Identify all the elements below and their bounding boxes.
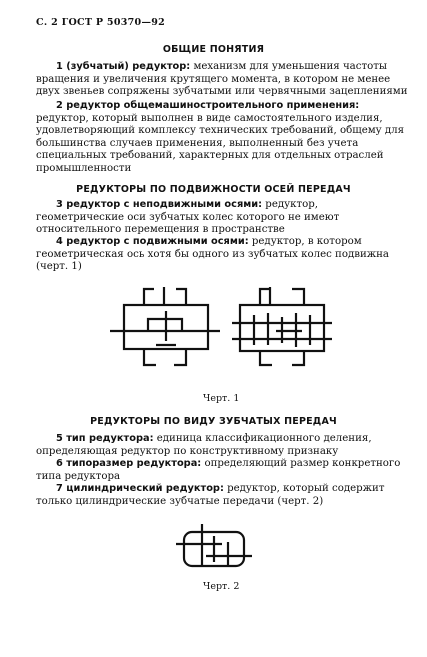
definition-7: редуктор, который содержит только цилиндрические зубчатые передачи (черт. 2): [36, 483, 385, 507]
paragraph-7: [36, 483, 408, 508]
figure-1-right-gearbox: [232, 283, 332, 369]
paragraph-6: [36, 458, 408, 483]
paragraph-4: [36, 236, 408, 274]
definition-5: единица классификационного деления, определяющая редуктор по конструктивному признаку: [36, 433, 372, 457]
paragraph-3: [36, 199, 408, 237]
term-3: 3 редуктор с неподвижными осями:: [56, 199, 263, 210]
figure-1-caption: Черт. 1: [203, 393, 240, 404]
term-2: 2 редуктор общемашиностроительного применения:: [56, 100, 360, 111]
figure-1-left-gearbox: [110, 283, 220, 369]
figure-2-caption: Черт. 2: [203, 581, 240, 592]
paragraph-2: [36, 100, 408, 176]
paragraph-5: [36, 433, 408, 458]
section-title-gear-types: РЕДУКТОРЫ ПО ВИДУ ЗУБЧАТЫХ ПЕРЕДАЧ: [90, 416, 337, 427]
definition-4: редуктор, в котором геометрическая ось хотя бы одного из зубчатых колес подвижна (черт. 1): [36, 236, 390, 273]
term-1: 1 (зубчатый) редуктор:: [56, 61, 191, 72]
paragraph-1: [36, 61, 408, 99]
definition-6: определяющий размер конкретного типа редуктора: [36, 458, 401, 482]
term-6: 6 типоразмер редуктора:: [56, 458, 202, 469]
page-header: С. 2 ГОСТ Р 50370—92: [36, 17, 166, 28]
definition-1: механизм для уменьшения частоты вращения и увеличения крутящего момента, в котором не менее двух звеньев сопряжены зубчатыми или червячными зацеплениями: [36, 61, 408, 98]
section-title-general: ОБЩИЕ ПОНЯТИЯ: [162, 44, 265, 55]
section-title-axes: РЕДУКТОРЫ ПО ПОДВИЖНОСТИ ОСЕЙ ПЕРЕДАЧ: [76, 184, 351, 195]
figure-2-cylindrical-gearbox: [176, 522, 252, 574]
definition-3: редуктор, геометрические оси зубчатых колес которого не имеют относительного перемещения в пространстве: [36, 199, 340, 236]
definition-2: редуктор, который выполнен в виде самостоятельного изделия, удовлетворяющий комплексу технических требований, общему для большинства случаев применения, выполненный без учета специальных требований, характерных для отдельных отраслей промышленности: [36, 112, 405, 174]
term-7: 7 цилиндрический редуктор:: [56, 483, 224, 494]
term-4: 4 редуктор с подвижными осями:: [56, 236, 249, 247]
term-5: 5 тип редуктора:: [56, 433, 154, 444]
